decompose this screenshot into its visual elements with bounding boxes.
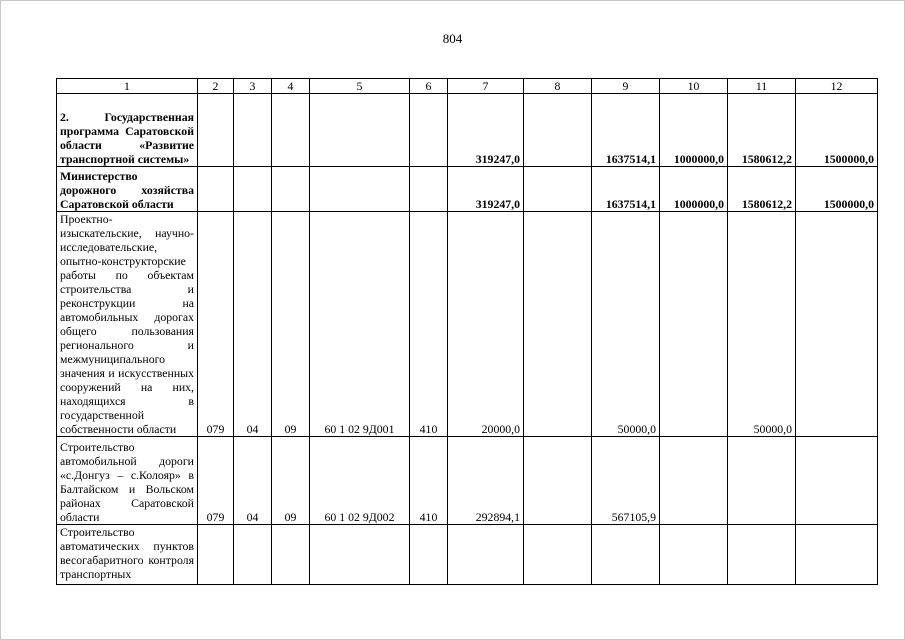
table-cell [796, 525, 878, 585]
table-cell: 1580612,2 [728, 94, 796, 167]
table-row [57, 94, 878, 167]
row-description: Строительство автомобильной дороги «с.Донгуз – с.Колояр» в Балтайском и Вольском районах Саратовской области [57, 437, 198, 525]
table-cell: 1500000,0 [796, 94, 878, 167]
table-cell [728, 525, 796, 585]
table-cell: 1000000,0 [660, 94, 728, 167]
table-cell [728, 437, 796, 525]
table-cell [592, 525, 660, 585]
table-cell: 079 [198, 437, 234, 525]
table-cell [310, 94, 410, 167]
table-cell: 410 [410, 212, 448, 437]
table-cell [410, 167, 448, 212]
header-cell: 7 [448, 79, 524, 94]
table-cell [524, 212, 592, 437]
table-cell [796, 212, 878, 437]
header-cell: 2 [198, 79, 234, 94]
budget-table [56, 78, 878, 585]
table-row [57, 167, 878, 212]
header-cell: 8 [524, 79, 592, 94]
table-cell [234, 525, 272, 585]
table-cell [198, 94, 234, 167]
table-cell [524, 437, 592, 525]
table-cell: 079 [198, 212, 234, 437]
header-row [57, 79, 878, 94]
page-number: 804 [442, 31, 463, 46]
header-cell: 12 [796, 79, 878, 94]
table-cell [272, 94, 310, 167]
table-cell [660, 212, 728, 437]
header-cell: 5 [310, 79, 410, 94]
table-cell [660, 437, 728, 525]
table-cell [410, 525, 448, 585]
table-cell: 09 [272, 212, 310, 437]
header-cell: 3 [234, 79, 272, 94]
table-cell: 292894,1 [448, 437, 524, 525]
header-cell: 6 [410, 79, 448, 94]
table-cell: 60 1 02 9Д001 [310, 212, 410, 437]
table-cell: 319247,0 [448, 94, 524, 167]
table-cell [796, 437, 878, 525]
table-cell: 1637514,1 [592, 167, 660, 212]
table-cell: 04 [234, 212, 272, 437]
header-cell: 4 [272, 79, 310, 94]
table-cell: 50000,0 [728, 212, 796, 437]
table-cell: 410 [410, 437, 448, 525]
table-cell: 20000,0 [448, 212, 524, 437]
table-cell [524, 167, 592, 212]
table-cell: 09 [272, 437, 310, 525]
table-cell: 60 1 02 9Д002 [310, 437, 410, 525]
table-cell: 319247,0 [448, 167, 524, 212]
table-cell [310, 167, 410, 212]
table-cell: 04 [234, 437, 272, 525]
table-cell [272, 525, 310, 585]
table-cell [310, 525, 410, 585]
table-cell [234, 94, 272, 167]
header-cell: 1 [57, 79, 198, 94]
table-cell: 50000,0 [592, 212, 660, 437]
table-cell [524, 94, 592, 167]
table-row [57, 437, 878, 525]
table-row [57, 525, 878, 585]
row-description: Строительство автоматических пунктов весогабаритного контроля транспортных [57, 525, 198, 585]
header-cell: 10 [660, 79, 728, 94]
header-cell: 11 [728, 79, 796, 94]
table-cell [234, 167, 272, 212]
table-cell: 1580612,2 [728, 167, 796, 212]
row-description: Проектно-изыскательские, научно-исследовательские, опытно-конструкторские работы по объектам строительства и реконструкции на автомобильных дорогах общего пользования регионального и межмуниципального значения и искусственных сооружений на них, находящихся в государственной собственности области [57, 212, 198, 437]
table-cell [410, 94, 448, 167]
table-cell [660, 525, 728, 585]
table-cell: 567105,9 [592, 437, 660, 525]
table-cell [272, 167, 310, 212]
table-cell [198, 525, 234, 585]
table-cell: 1000000,0 [660, 167, 728, 212]
table-cell: 1637514,1 [592, 94, 660, 167]
table-cell [524, 525, 592, 585]
table-cell [198, 167, 234, 212]
table-cell [448, 525, 524, 585]
row-description: Министерство дорожного хозяйства Саратовской области [57, 167, 198, 212]
table-cell: 1500000,0 [796, 167, 878, 212]
header-cell: 9 [592, 79, 660, 94]
table-row [57, 212, 878, 437]
row-description: 2. Государственная программа Саратовской области «Развитие транспортной системы» [57, 94, 198, 167]
